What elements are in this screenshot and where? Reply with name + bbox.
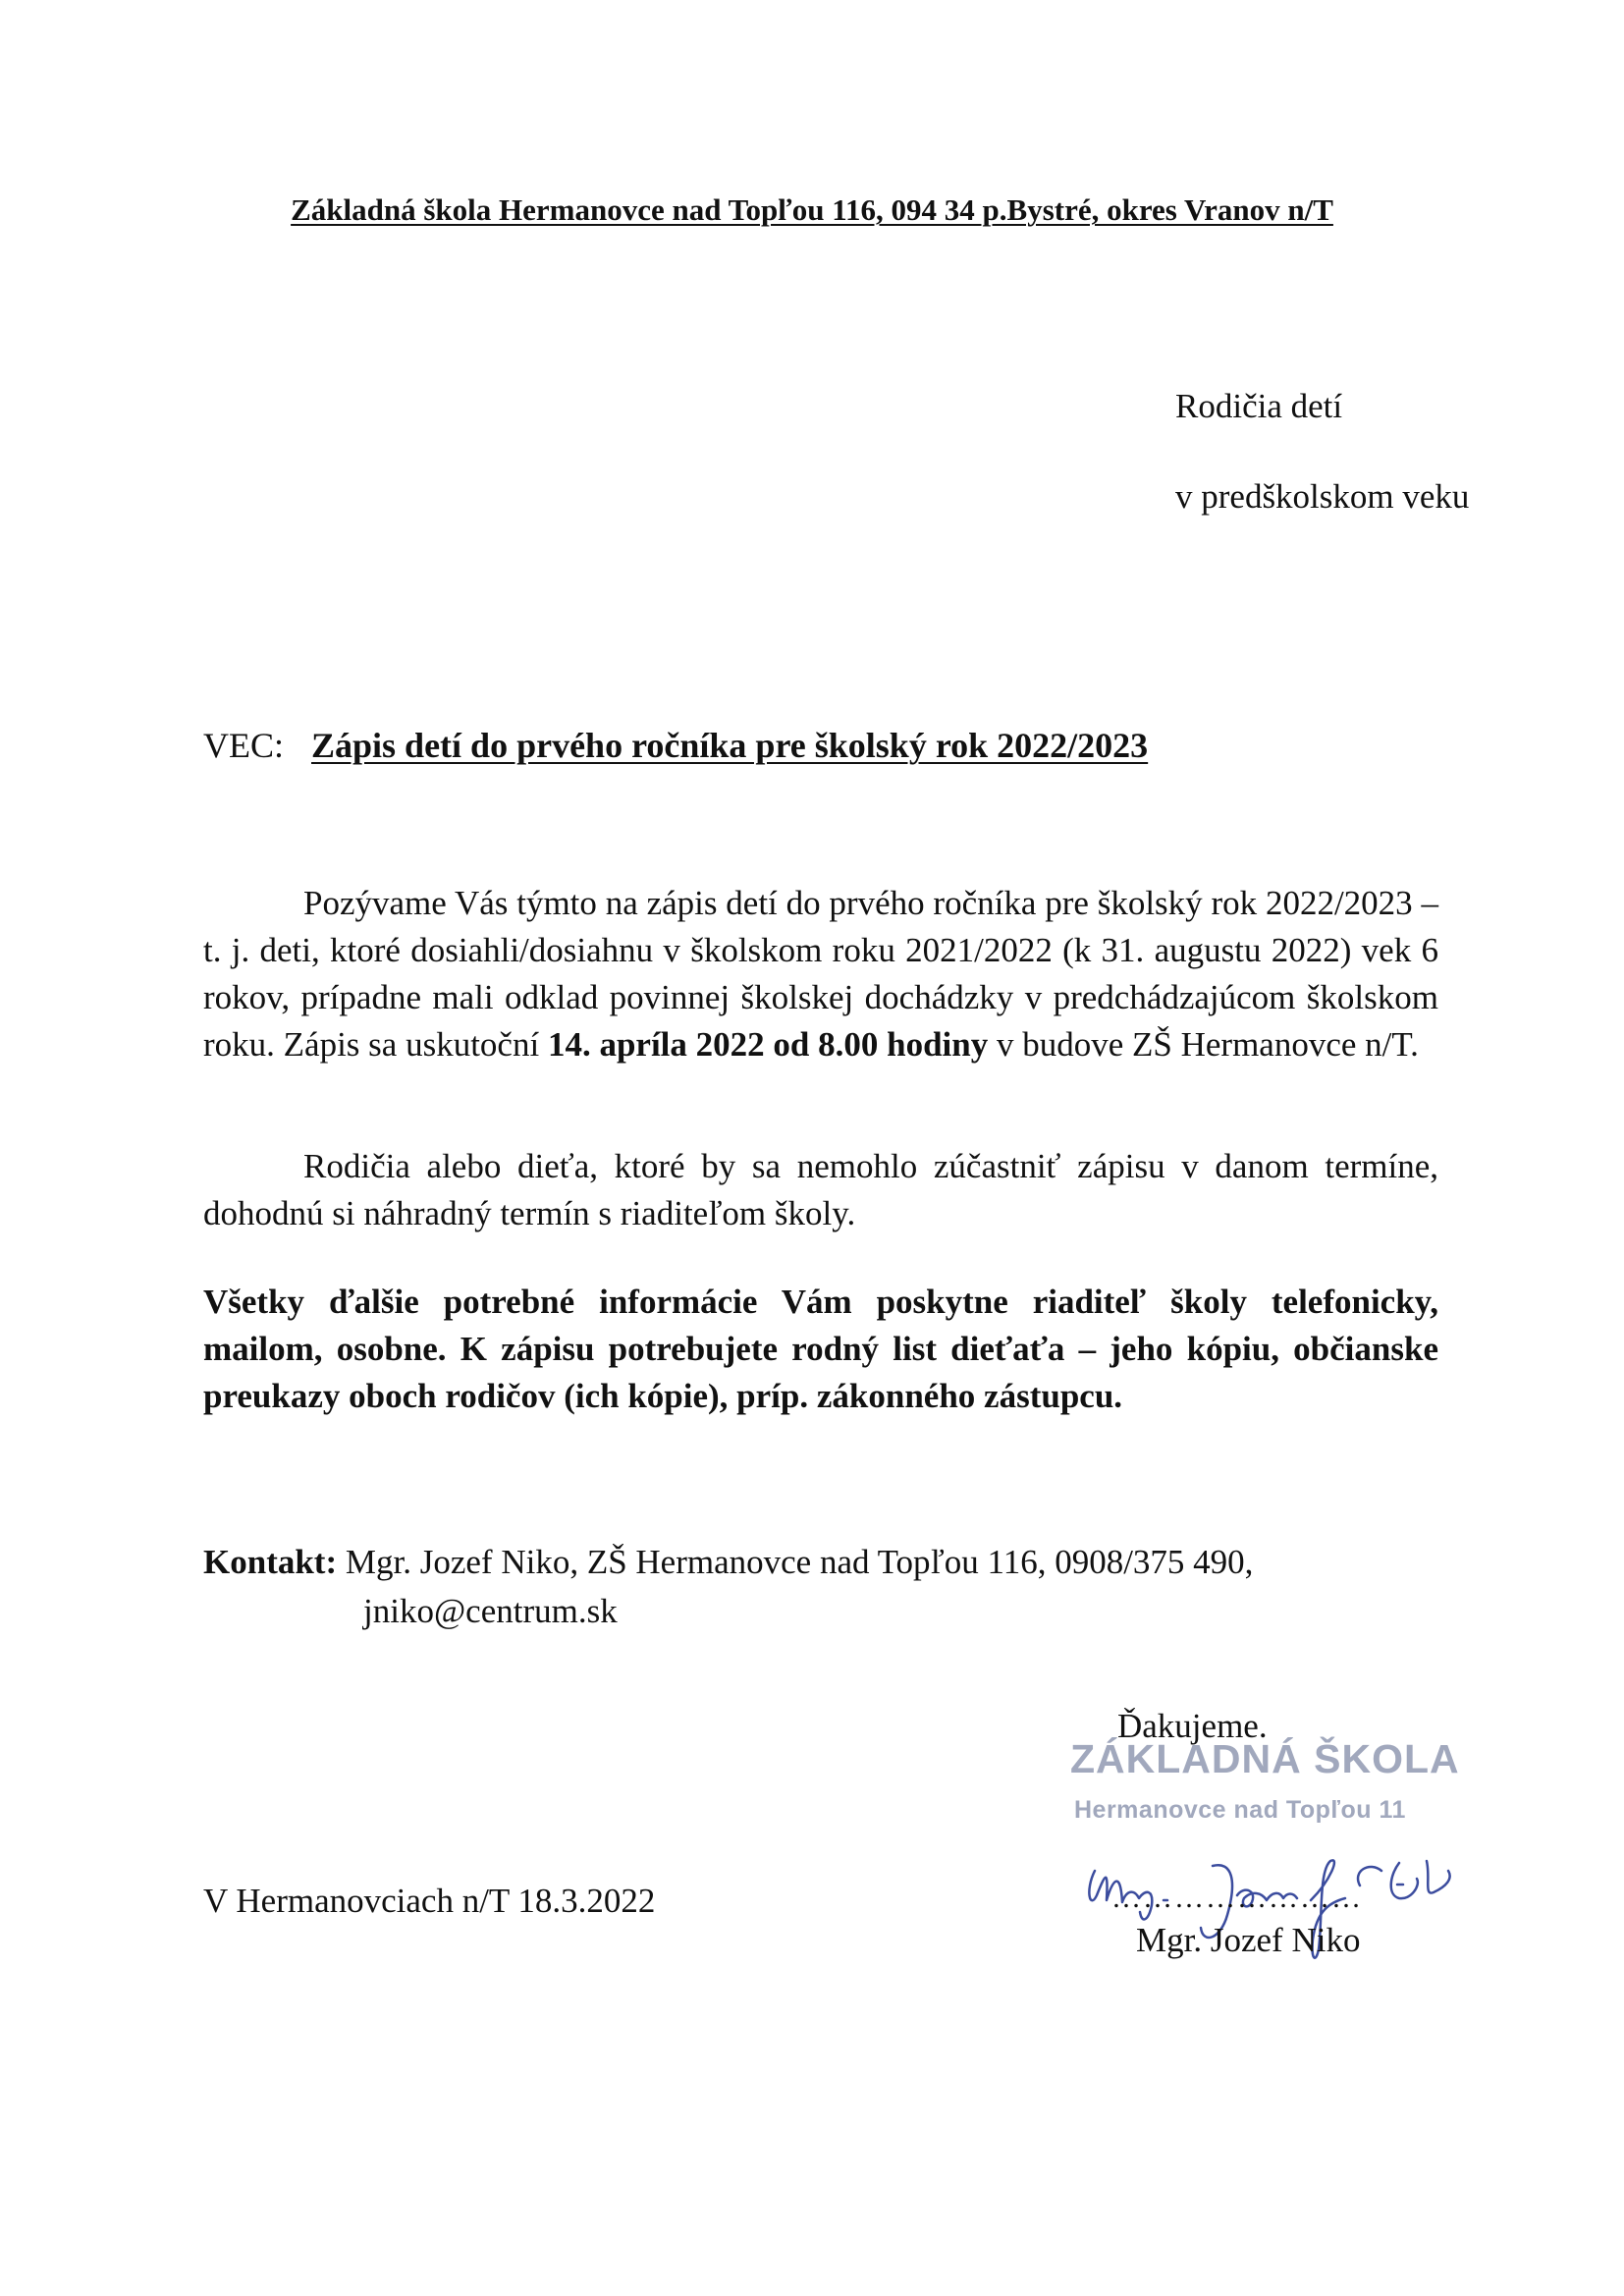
contact-text: Mgr. Jozef Niko, ZŠ Hermanovce nad Topľou 116, 0908/375 490, — [337, 1543, 1254, 1581]
paragraph-invitation-text: Pozývame Vás týmto na zápis detí do prvého ročníka pre školský rok 2022/2023 – t. j. deti, ktoré dosiahli/dosiahnu v školskom roku 2021/2022 (k 31. augustu 2022) vek 6 rokov, prípadne mali odklad povinnej školskej dochádzky v predchádzajúcom školskom roku. Zápis sa uskutoční — [203, 884, 1438, 1064]
subject-text: Zápis detí do prvého ročníka pre školský rok 2022/2023 — [311, 726, 1149, 765]
closing-thanks: Ďakujeme. — [1117, 1707, 1268, 1745]
contact-email: jniko@centrum.sk — [363, 1592, 618, 1630]
contact-label: Kontakt: — [203, 1543, 338, 1581]
subject-line — [203, 725, 1148, 766]
paragraph-invitation-date: 14. apríla 2022 od 8.00 hodiny — [547, 1025, 989, 1064]
paragraph-requirements: Všetky ďalšie potrebné informácie Vám poskytne riaditeľ školy telefonicky, mailom, osobne. K zápisu potrebujete rodný list dieťaťa – jeho kópiu, občianske preukazy oboch rodičov (ich kópie), príp. zákonného zástupcu. — [203, 1283, 1438, 1415]
signer-name: Mgr. Jozef Niko — [1136, 1921, 1361, 1959]
stamp-title: ZÁKLADNÁ ŠKOLA — [1070, 1736, 1460, 1781]
paragraph-invitation — [203, 880, 1438, 1068]
signature-dotted-line: …………………… — [1111, 1882, 1363, 1914]
contact-block — [203, 1538, 1253, 1636]
stamp-address: Hermanovce nad Topľou 11 — [1074, 1796, 1406, 1824]
recipient-line-2: v predškolskom veku — [1175, 477, 1470, 516]
school-header: Základná škola Hermanovce nad Topľou 116, 094 34 p.Bystré, okres Vranov n/T — [291, 192, 1333, 227]
paragraph-alternative-date — [203, 1143, 1438, 1237]
paragraph-alternative-date-text: Rodičia alebo dieťa, ktoré by sa nemohlo zúčastniť zápisu v danom termíne, dohodnú si náhradný termín s riaditeľom školy. — [203, 1147, 1438, 1232]
subject-label: VEC: — [203, 726, 285, 765]
place-and-date: V Hermanovciach n/T 18.3.2022 — [203, 1882, 656, 1920]
school-stamp — [1070, 1736, 1460, 1825]
paragraph-invitation-tail: v budove ZŠ Hermanovce n/T. — [988, 1025, 1419, 1064]
recipient-line-1: Rodičia detí — [1175, 387, 1343, 425]
handwritten-signature — [1065, 1841, 1497, 1989]
